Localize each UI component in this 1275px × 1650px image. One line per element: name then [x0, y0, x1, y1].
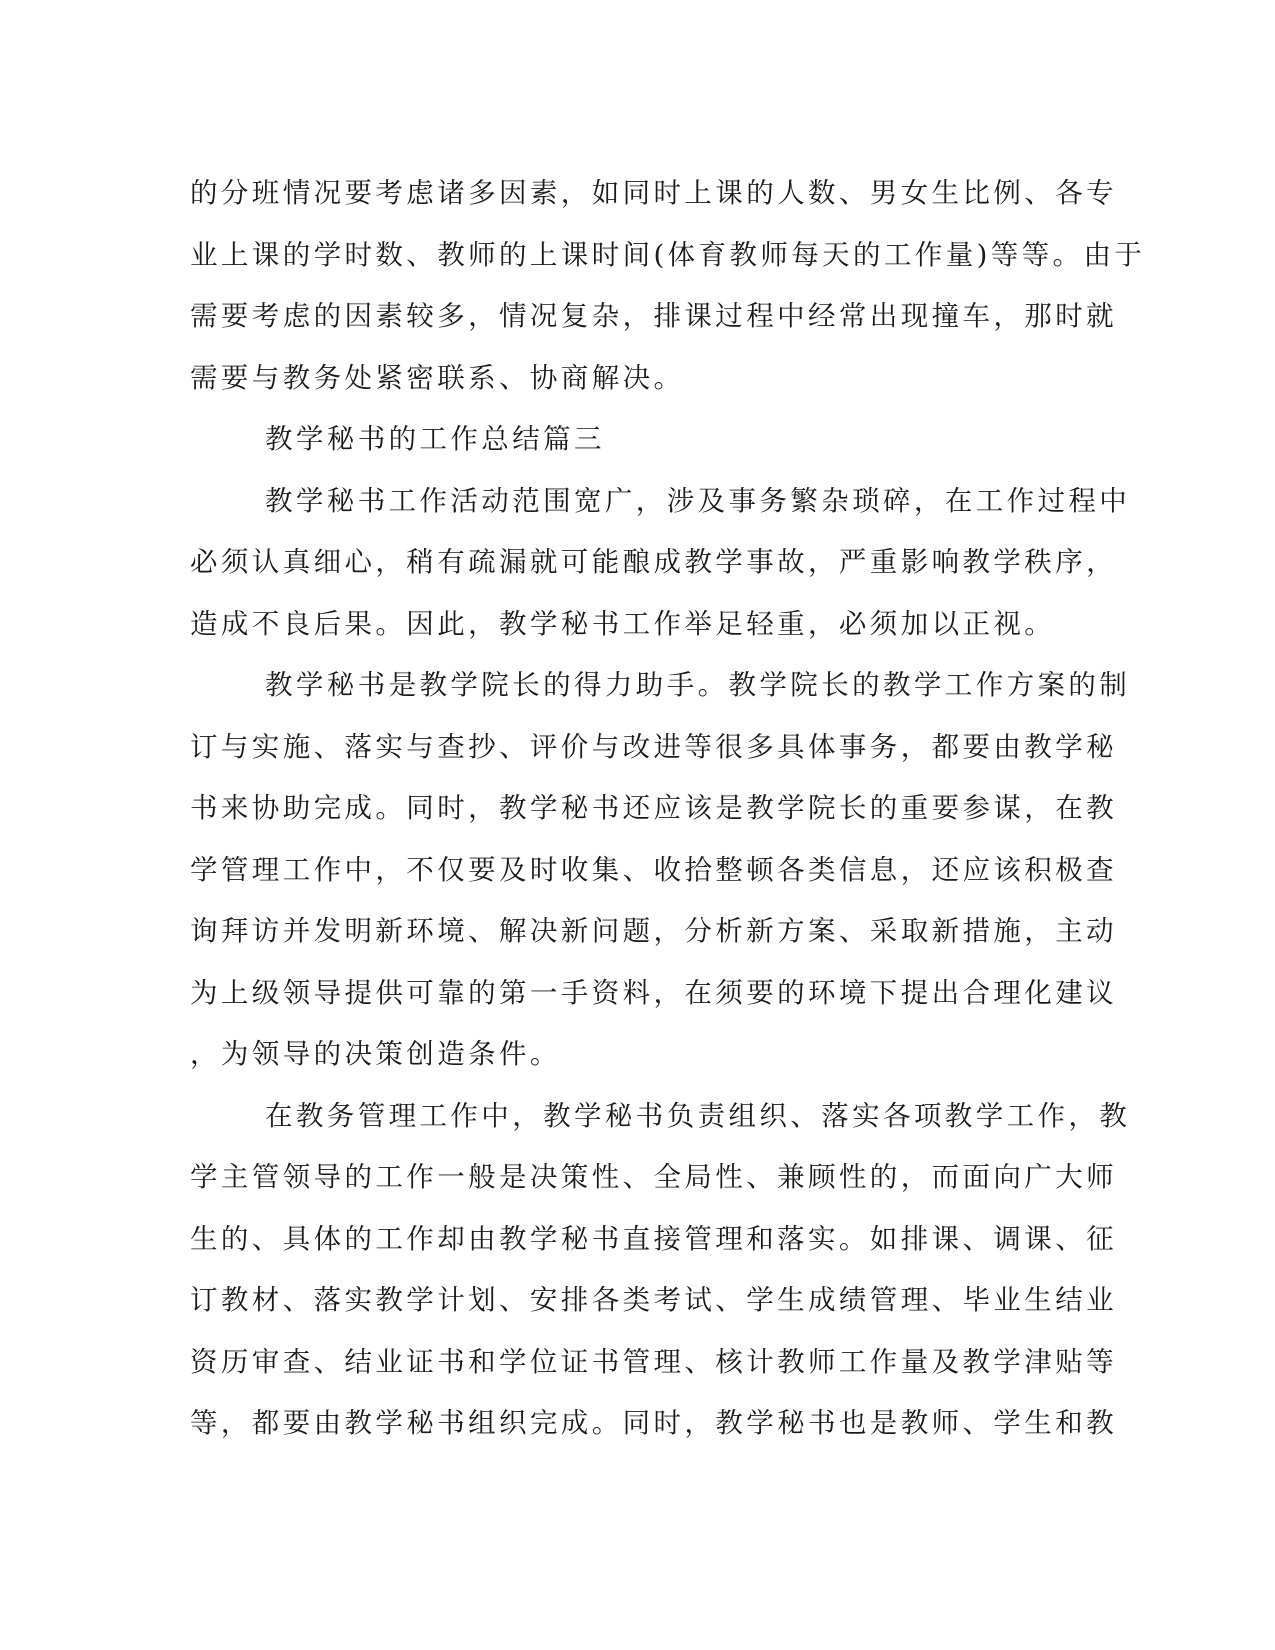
paragraph-4-line-3: 生的、具体的工作却由教学秘书直接管理和落实。如排课、调课、征 — [190, 1222, 1117, 1255]
paragraph-2-line-3: 造成不良后果。因此，教学秘书工作举足轻重，必须加以正视。 — [190, 607, 1056, 640]
paragraph-1-line-4: 需要与教务处紧密联系、协商解决。 — [190, 361, 685, 394]
paragraph-3-line-1: 教学秘书是教学院长的得力助手。教学院长的教学工作方案的制 — [265, 669, 1131, 701]
paragraph-3-line-2: 订与实施、落实与查抄、评价与改进等很多具体事务，都要由教学秘 — [190, 730, 1117, 763]
paragraph-4-line-6: 等，都要由教学秘书组织完成。同时，教学秘书也是教师、学生和教 — [190, 1407, 1117, 1439]
paragraph-4-line-2: 学主管领导的工作一般是决策性、全局性、兼顾性的，而面向广大师 — [190, 1161, 1117, 1193]
paragraph-3-line-6: 为上级领导提供可靠的第一手资料，在须要的环境下提出合理化建议 — [190, 976, 1117, 1009]
paragraph-4-line-5: 资历审查、结业证书和学位证书管理、核计教师工作量及教学津贴等 — [190, 1345, 1117, 1378]
paragraph-1-line-2: 业上课的学时数、教师的上课时间(体育教师每天的工作量)等等。由于 — [190, 238, 1146, 271]
paragraph-2-line-2: 必须认真细心，稍有疏漏就可能酿成教学事故，严重影响教学秩序， — [190, 546, 1117, 578]
paragraph-4-line-4: 订教材、落实教学计划、安排各类考试、学生成绩管理、毕业生结业 — [190, 1284, 1117, 1316]
document-body — [190, 163, 1146, 1455]
paragraph-3-line-3: 书来协助完成。同时，教学秘书还应该是教学院长的重要参谋，在教 — [190, 792, 1117, 824]
paragraph-2-line-1: 教学秘书工作活动范围宽广，涉及事务繁杂琐碎，在工作过程中 — [265, 484, 1131, 517]
section-heading: 教学秘书的工作总结篇三 — [265, 423, 605, 455]
paragraph-3-line-4: 学管理工作中，不仅要及时收集、收拾整顿各类信息，还应该积极查 — [190, 853, 1117, 886]
paragraph-3-line-5: 询拜访并发明新环境、解决新问题，分析新方案、采取新措施，主动 — [190, 915, 1117, 947]
paragraph-1-line-3: 需要考虑的因素较多，情况复杂，排课过程中经常出现撞车，那时就 — [190, 300, 1117, 332]
paragraph-4-line-1: 在教务管理工作中，教学秘书负责组织、落实各项教学工作，教 — [265, 1099, 1131, 1132]
paragraph-1-line-1: 的分班情况要考虑诸多因素，如同时上课的人数、男女生比例、各专 — [190, 177, 1117, 209]
paragraph-3-line-7: ，为领导的决策创造条件。 — [190, 1038, 561, 1070]
